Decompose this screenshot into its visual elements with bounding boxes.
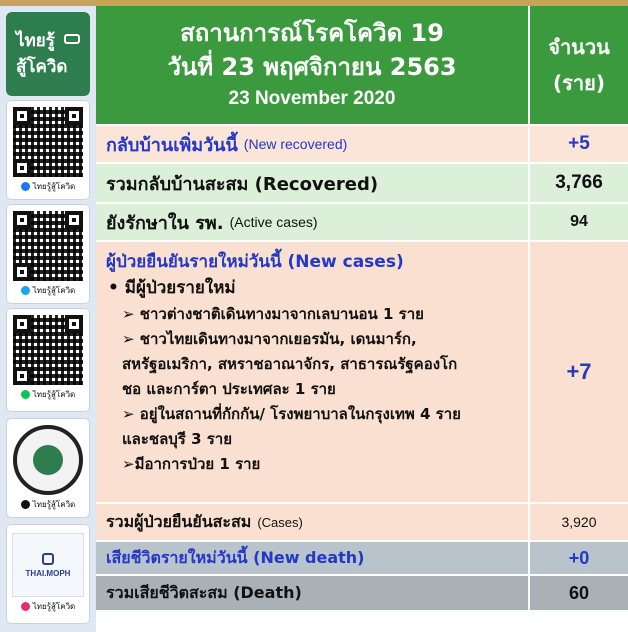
active-value: 94 <box>530 204 628 240</box>
new-recovered-value: +5 <box>530 126 628 162</box>
line-label: ไทยรู้สู้โควิด <box>32 389 76 399</box>
qr-code-icon <box>13 211 83 281</box>
cases-value: 3,920 <box>530 504 628 540</box>
logo-line1: ไทยรู้ <box>16 31 55 51</box>
new-cases-item: ➢ อยู่ในสถานที่กักกัน/ โรงพยาบาลในกรุงเทพ 4 ราย <box>122 405 461 423</box>
twitter-qr-card[interactable] <box>6 204 90 304</box>
facebook-label: ไทยรู้สู้โควิด <box>32 181 76 191</box>
instagram-card-text: THAI.MOPH <box>25 568 71 578</box>
death-value: 60 <box>530 576 628 610</box>
facebook-qr-card[interactable] <box>6 100 90 200</box>
new-cases-value: +7 <box>530 242 628 502</box>
instagram-card[interactable] <box>6 524 90 624</box>
table-row-active <box>96 202 628 240</box>
twitter-label: ไทยรู้สู้โควิด <box>32 285 76 295</box>
table-header <box>96 6 628 124</box>
new-cases-item: ➢ ชาวต่างชาติเดินทางมาจากเลบานอน 1 ราย <box>122 305 424 323</box>
table-row-new-cases <box>96 240 628 502</box>
table-row-cases <box>96 502 628 540</box>
instagram-glyph-icon <box>42 553 54 565</box>
instagram-label: ไทยรู้สู้โควิด <box>32 601 76 611</box>
tiktok-qr-card[interactable] <box>6 418 90 518</box>
new-cases-item: ➢มีอาการป่วย 1 ราย <box>122 455 261 473</box>
twitter-icon <box>21 286 30 295</box>
unit-label-line1: จำนวน <box>548 35 610 59</box>
new-death-label: เสียชีวิตรายใหม่วันนี้ (New death) <box>106 547 365 567</box>
thai-date: วันที่ 23 พฤศจิกายน 2563 <box>167 53 457 81</box>
table-row-recovered <box>96 162 628 202</box>
unit-label-line2: (ราย) <box>553 71 605 95</box>
table-row-new-death <box>96 540 628 574</box>
instagram-icon <box>21 602 30 611</box>
active-label-th: ยังรักษาใน รพ. <box>106 212 224 234</box>
new-cases-item: สหรัฐอเมริกา, สหราชอาณาจักร, สาธารณรัฐคองโก <box>122 355 458 373</box>
active-label-en: (Active cases) <box>229 214 318 230</box>
table-row-new-recovered <box>96 124 628 162</box>
cases-label-en: (Cases) <box>257 514 303 530</box>
new-recovered-label-th: กลับบ้านเพิ่มวันนี้ <box>106 134 238 156</box>
facebook-icon <box>21 182 30 191</box>
tiktok-label: ไทยรู้สู้โควิด <box>32 499 76 509</box>
covid-stats-table <box>96 6 628 610</box>
table-row-death <box>96 574 628 610</box>
line-qr-card[interactable] <box>6 308 90 412</box>
new-cases-title: ผู้ป่วยยืนยันรายใหม่วันนี้ (New cases) <box>106 252 404 272</box>
recovered-label: รวมกลับบ้านสะสม (Recovered) <box>106 173 379 195</box>
recovered-value: 3,766 <box>530 164 628 202</box>
line-icon <box>21 390 30 399</box>
new-death-value: +0 <box>530 542 628 574</box>
qr-code-icon <box>13 315 83 385</box>
mask-icon <box>64 34 80 44</box>
tiktok-icon <box>21 500 30 509</box>
death-label: รวมเสียชีวิตสะสม (Death) <box>106 582 302 602</box>
new-cases-item: ชอ และการ์ตา ประเทศละ 1 ราย <box>122 380 336 398</box>
qr-code-icon <box>13 107 83 177</box>
tiktok-qr-icon <box>13 425 83 495</box>
new-cases-item: และชลบุรี 3 ราย <box>122 430 233 448</box>
sidebar <box>0 6 96 632</box>
new-recovered-label-en: (New recovered) <box>243 136 348 152</box>
logo-line2: สู้โควิด <box>16 57 68 77</box>
cases-label-th: รวมผู้ป่วยยืนยันสะสม <box>106 511 252 531</box>
thairu-logo <box>6 12 90 96</box>
page-title: สถานการณ์โรคโควิด 19 <box>180 19 444 47</box>
new-cases-item: ➢ ชาวไทยเดินทางมาจากเยอรมัน, เดนมาร์ก, <box>122 330 417 348</box>
new-cases-bullet: • มีผู้ป่วยรายใหม่ <box>108 278 236 298</box>
english-date: 23 November 2020 <box>228 88 396 109</box>
